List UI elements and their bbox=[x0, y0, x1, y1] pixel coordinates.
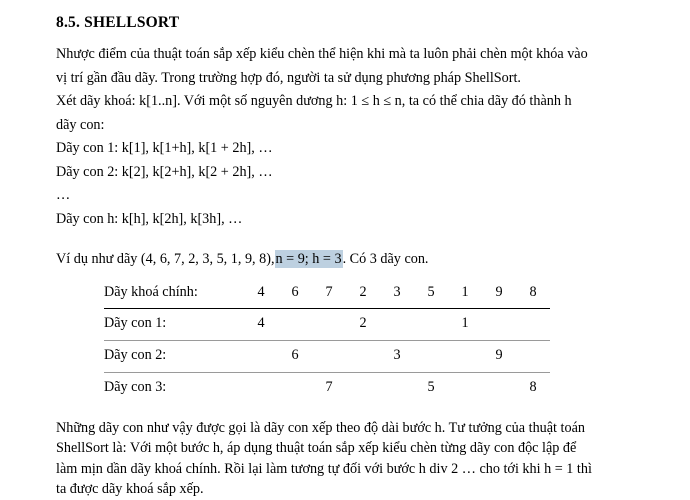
table-cell: 3 bbox=[380, 278, 414, 309]
table-row bbox=[104, 278, 550, 309]
table-cell bbox=[278, 372, 312, 404]
closing-paragraph bbox=[56, 418, 662, 500]
table-cell bbox=[346, 372, 380, 404]
table-cell: 9 bbox=[482, 340, 516, 372]
table-cell bbox=[414, 340, 448, 372]
table-row bbox=[104, 372, 550, 404]
second-paragraph-line-2: dãy con: bbox=[56, 116, 105, 133]
table-cell: 1 bbox=[448, 308, 482, 340]
table-cell: 7 bbox=[312, 278, 346, 309]
table-cell bbox=[414, 308, 448, 340]
intro-paragraph-line-1: Nhược điểm của thuật toán sắp xếp kiểu chèn thể hiện khi mà ta luôn phải chèn một khóa vào bbox=[56, 46, 588, 62]
table-cell bbox=[380, 308, 414, 340]
table-cell: 4 bbox=[244, 308, 278, 340]
table-cell bbox=[244, 372, 278, 404]
table-cell bbox=[346, 340, 380, 372]
table-cell bbox=[244, 340, 278, 372]
table-cell: 7 bbox=[325, 378, 333, 395]
closing-line-4: ta được dãy khoá sắp xếp. bbox=[56, 481, 204, 497]
table-cell: 8 bbox=[529, 378, 537, 395]
table-cell bbox=[516, 308, 550, 340]
table-cell bbox=[312, 340, 346, 372]
table-cell: 4 bbox=[244, 278, 278, 309]
second-paragraph-line-1: Xét dãy khoá: k[1..n]. Với một số nguyên dương h: 1 ≤ h ≤ n, ta có thể chia dãy đó thành h bbox=[56, 93, 572, 109]
table-cell bbox=[312, 308, 346, 340]
table-cell bbox=[380, 372, 414, 404]
intro-paragraph-line-2: vị trí gần đầu dãy. Trong trường hợp đó, người ta sử dụng phương pháp ShellSort. bbox=[56, 69, 521, 86]
table-cell: 6 bbox=[278, 278, 312, 309]
subsequence-line-h: Dãy con h: k[h], k[2h], k[3h], … bbox=[56, 210, 243, 227]
table-cell bbox=[448, 372, 482, 404]
table-cell bbox=[278, 308, 312, 340]
row-label: Dãy con 3: bbox=[104, 378, 167, 395]
row-label: Dãy khoá chính: bbox=[104, 278, 244, 309]
table-cell: 5 bbox=[427, 378, 435, 395]
table-cell: 2 bbox=[346, 308, 380, 340]
table-row bbox=[104, 308, 550, 340]
table-cell bbox=[482, 308, 516, 340]
table-cell: 3 bbox=[380, 340, 414, 372]
table-cell bbox=[482, 372, 516, 404]
subsequence-line-1: Dãy con 1: k[1], k[1+h], k[1 + 2h], … bbox=[56, 140, 273, 156]
example-prefix: Ví dụ như dãy (4, 6, 7, 2, 3, 5, 1, 9, 8), bbox=[56, 251, 275, 267]
table-cell: 2 bbox=[346, 278, 380, 309]
example-highlight: n = 9; h = 3 bbox=[275, 251, 342, 267]
subsequence-line-2: Dãy con 2: k[2], k[2+h], k[2 + 2h], … bbox=[56, 163, 273, 180]
closing-line-3: làm mịn dần dãy khoá chính. Rồi lại làm tương tự đối với bước h div 2 … cho tới khi h = 1 thì bbox=[56, 460, 592, 477]
table-cell: 9 bbox=[482, 278, 516, 309]
table-cell bbox=[516, 340, 550, 372]
closing-line-2: ShellSort là: Với một bước h, áp dụng thuật toán sắp xếp kiểu chèn từng dãy con độc lập để bbox=[56, 440, 577, 456]
table-cell bbox=[448, 340, 482, 372]
shellsort-table bbox=[104, 278, 550, 404]
table-row bbox=[104, 340, 550, 372]
table-cell: 6 bbox=[278, 340, 312, 372]
row-label: Dãy con 2: bbox=[104, 340, 244, 372]
page-title: 8.5. SHELLSORT bbox=[56, 14, 180, 31]
row-label: Dãy con 1: bbox=[104, 308, 244, 340]
table-cell: 5 bbox=[414, 278, 448, 309]
example-suffix: . Có 3 dãy con. bbox=[342, 251, 429, 267]
table-cell: 8 bbox=[516, 278, 550, 309]
closing-line-1: Những dãy con như vậy được gọi là dãy con xếp theo độ dài bước h. Tư tưởng của thuật toán bbox=[56, 419, 585, 436]
example-line bbox=[56, 249, 662, 270]
table-cell: 1 bbox=[448, 278, 482, 309]
subsequence-ellipsis: … bbox=[56, 187, 72, 203]
